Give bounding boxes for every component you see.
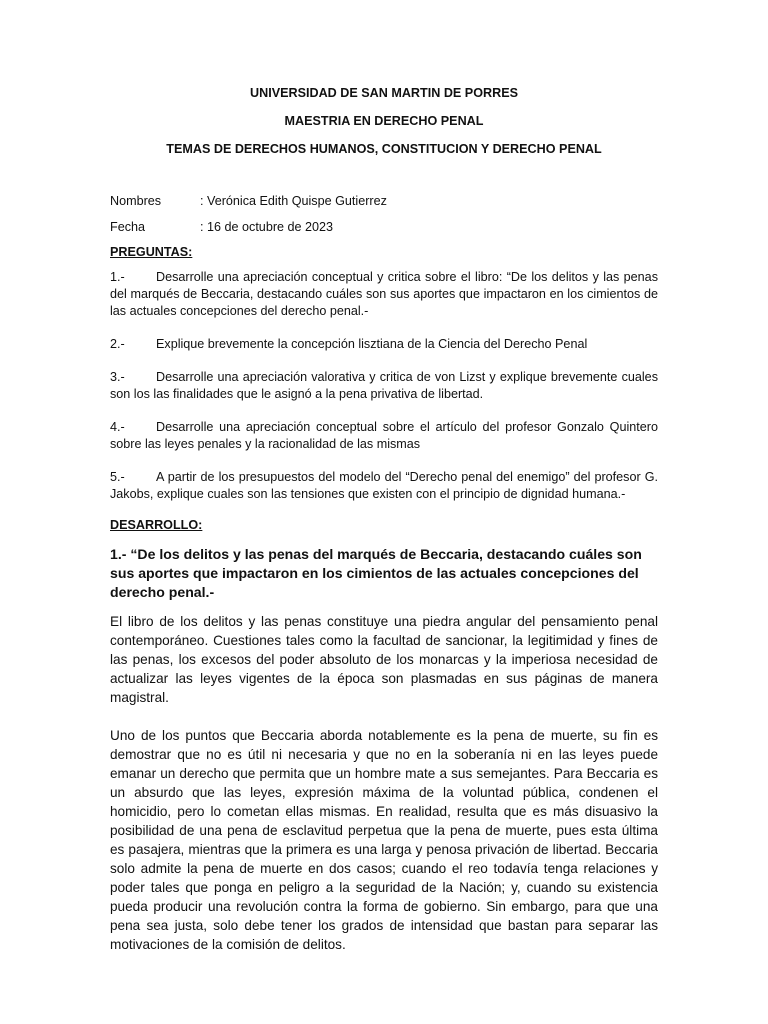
question-2 [110,336,658,353]
question-number: 5.- [110,470,125,484]
development-label: DESARROLLO: [110,518,203,532]
question-4 [110,419,658,453]
section-1-title: 1.- “De los delitos y las penas del marqués de Beccaria, destacando cuáles son sus aportes que impactaron en los cimientos de las actuales concepciones del derecho penal.- [110,546,642,600]
question-text: Desarrolle una apreciación conceptual y critica sobre el libro: “De los delitos y las penas del marqués de Beccaria, destacando cuáles son sus aportes que impactaron en los cimientos de las actuales concepciones del derecho penal.- [110,270,658,318]
question-number: 4.- [110,420,125,434]
paragraph-2: Uno de los puntos que Beccaria aborda notablemente es la pena de muerte, su fin es demostrar que no es útil ni necesaria y que no en la soberanía ni en las leyes puede emanar un derecho que permita que un hombre mate a sus semejantes. Para Beccaria es un absurdo que las leyes, expresión máxima de la voluntad pública, condenen el homicidio, pero lo cometan ellas mismas. En realidad, resulta que es más disuasivo la posibilidad de una pena de esclavitud perpetua que la pena de muerte, pues esta última es pasajera, mientras que la primera es una larga y penosa privación de libertad. Beccaria solo admite la pena de muerte en dos casos; cuando el reo todavía tenga relaciones y poder tales que ponga en peligro a la seguridad de la Nación; y, cuando su existencia pueda producir una revolución contra la forma de gobierno. Sin embargo, para que una pena sea justa, solo debe tener los grados de intensidad que bastan para separar las motivaciones de la comisión de delitos. [110,728,658,952]
date-row [110,220,658,235]
question-text: Desarrolle una apreciación valorativa y critica de von Lizst y explique brevemente cuales son los las finalidades que le asignó a la pena privativa de libertad. [110,370,658,401]
question-number: 2.- [110,337,125,351]
question-text: Explique brevemente la concepción lisztiana de la Ciencia del Derecho Penal [156,337,588,351]
question-number: 1.- [110,270,125,284]
question-1 [110,269,658,320]
course-title: TEMAS DE DERECHOS HUMANOS, CONSTITUCION Y DERECHO PENAL [166,142,602,156]
date-label: Fecha [110,220,146,234]
university-title: UNIVERSIDAD DE SAN MARTIN DE PORRES [250,86,518,100]
question-5 [110,469,658,503]
date-value: : 16 de octubre de 2023 [200,220,334,234]
question-3 [110,369,658,403]
question-text: A partir de los presupuestos del modelo del “Derecho penal del enemigo” del profesor G. Jakobs, explique cuales son las tensiones que existen con el principio de dignidad humana.- [110,470,658,501]
program-title: MAESTRIA EN DERECHO PENAL [284,114,484,128]
question-number: 3.- [110,370,125,384]
questions-label: PREGUNTAS: [110,245,193,259]
paragraph-1: El libro de los delitos y las penas constituye una piedra angular del pensamiento penal contemporáneo. Cuestiones tales como la facultad de sancionar, la legitimidad y fines de las penas, los excesos del poder absoluto de los monarcas y la imperiosa necesidad de actualizar las leyes vigentes de la época son plasmadas en sus páginas de manera magistral. [110,614,658,705]
name-value: : Verónica Edith Quispe Gutierrez [200,194,387,208]
name-label: Nombres [110,194,162,208]
question-text: Desarrolle una apreciación conceptual sobre el artículo del profesor Gonzalo Quintero sobre las leyes penales y la racionalidad de las mismas [110,420,658,451]
name-row [110,194,658,209]
